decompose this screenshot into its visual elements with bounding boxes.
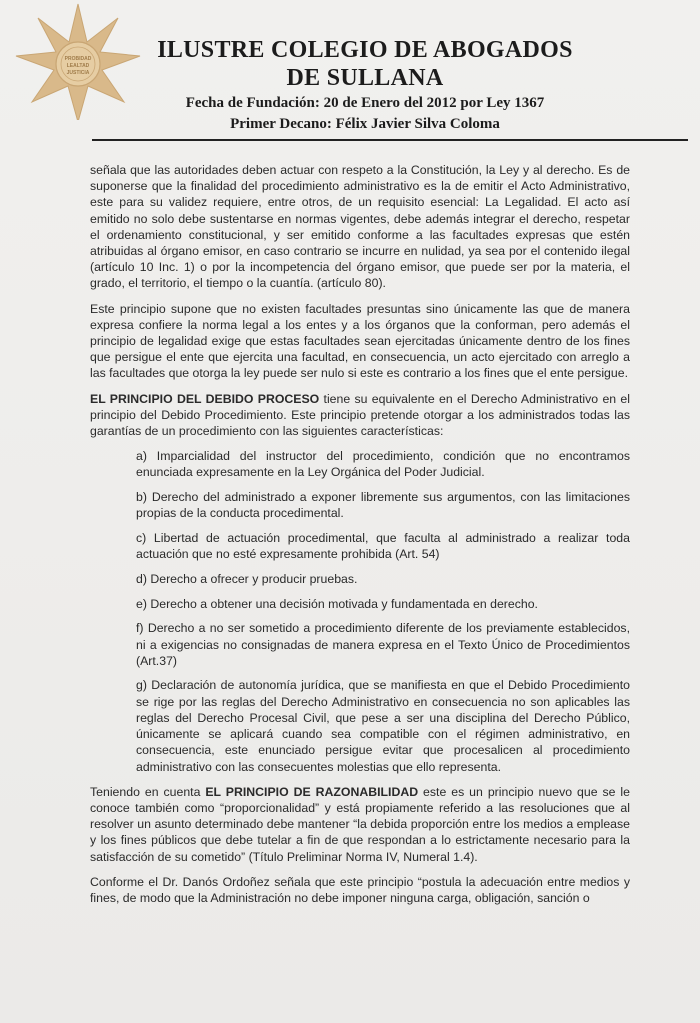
document-body <box>90 162 630 915</box>
debido-proceso-text: tiene su equivalente en el Derecho Administrativo en el principio del Debido Procedimiento. Este principio pretende otorgar a los administrados todas las garantías de un procedimiento con las siguientes características: <box>90 391 630 439</box>
paragraph-danos: Conforme el Dr. Danós Ordoñez señala que este principio “postula la adecuación entre medios y fines, de modo que la Administración no debe imponer ninguna carga, obligación, sanción o <box>90 874 630 905</box>
debido-proceso-heading: EL PRINCIPIO DEL DEBIDO PROCESO <box>90 391 320 406</box>
razonabilidad-heading: EL PRINCIPIO DE RAZONABILIDAD <box>205 784 419 799</box>
list-item: d) Derecho a ofrecer y producir pruebas. <box>136 571 358 586</box>
paragraph-debido-proceso <box>90 391 630 440</box>
list-item: a) Imparcialidad del instructor del procedimiento, condición que no encontramos enunciada expresamente en la Ley Orgánica del Poder Judicial. <box>136 449 630 480</box>
list-item: b) Derecho del administrado a exponer libremente sus argumentos, con las limitaciones propias de la conducta procedimental. <box>136 490 630 521</box>
list-item: e) Derecho a obtener una decisión motivada y fundamentada en derecho. <box>136 596 538 611</box>
razonabilidad-lead: Teniendo en cuenta <box>90 784 206 799</box>
paragraph-legalidad: señala que las autoridades deben actuar con respeto a la Constitución, la Ley y al derecho. Es de suponerse que la finalidad del procedimiento administrativo es la de emitir el Acto Administrativo, este para su validez requiere, entre otros, de un requisito esencial: La Legalidad. El acto así emitido no solo debe sustentarse en normas vigentes, debe además integrar el derecho, respetar el ordenamiento constitucional, y ser emitido conforme a las facultades expresas que estén atribuidas al órgano emisor, en caso contrario se incurre en nulidad, ya sea por el contenido ilegal (artículo 10 Inc. 1) o por la incompetencia del órgano emisor, que puede ser por la materia, el grado, el territorio, el tiempo o la cuantía. (artículo 80). <box>90 163 630 291</box>
svg-text:PROBIDAD: PROBIDAD <box>64 56 92 62</box>
characteristics-list <box>136 448 630 774</box>
founding-date: Fecha de Fundación: 20 de Enero del 2012 por Ley 1367 <box>185 95 545 111</box>
first-dean: Primer Decano: Félix Javier Silva Coloma <box>230 116 500 132</box>
svg-text:JUSTICIA: JUSTICIA <box>66 70 90 76</box>
svg-text:LEALTAD: LEALTAD <box>66 63 90 69</box>
letterhead <box>150 36 580 134</box>
header-divider <box>92 139 688 141</box>
razonabilidad-text: este es un principio nuevo que se le conoce también como “proporcionalidad” y está propiamente referido a las resoluciones que al resolver un asunto determinado debe mantener “la debida proporción entre los medios a emplease y los fines públicos que debe tutelar a fin de que respondan a lo estrictamente necesario para la satisfacción de su cometido” (Título Preliminar Norma IV, Numeral 1.4). <box>90 784 630 864</box>
paragraph-facultades: Este principio supone que no existen facultades presuntas sino únicamente las que de manera expresa confiere la norma legal a los entes y a los órganos que la conforman, pero además el principio de legalidad exige que estas facultades sean ejercitadas únicamente dentro de los fines que persigue el ente que ejercita una facultad, en consecuencia, un acto ejercitado con arreglo a las facultades que otorga la ley puede ser nulo si este es contrario a los fines que el ente persigue. <box>90 301 630 381</box>
list-item: c) Libertad de actuación procedimental, que faculta al administrado a realizar toda actuación que no esté expresamente prohibida (Art. 54) <box>136 531 630 562</box>
institution-title: ILUSTRE COLEGIO DE ABOGADOS DE SULLANA <box>157 37 573 91</box>
paragraph-razonabilidad <box>90 784 630 865</box>
list-item: f) Derecho a no ser sometido a procedimiento diferente de los previamente establecidos, ni a exigencias no consignadas de manera expresa en el Texto Único de Procedimientos (Art.37) <box>136 621 630 668</box>
list-item: g) Declaración de autonomía jurídica, que se manifiesta en que el Debido Procedimiento se rige por las reglas del Derecho Administrativo en consecuencia no son aplicables las reglas del Derecho Procesal Civil, que pese a ser una disciplina del Derecho Público, únicamente se aplicará cuando sea compatible con el régimen administrativo, en consecuencia, este enunciado persigue evitar que procesalicen al procedimiento administrativo con las consecuentes molestias que ello representa. <box>136 678 630 774</box>
bar-association-seal-logo <box>8 2 148 120</box>
